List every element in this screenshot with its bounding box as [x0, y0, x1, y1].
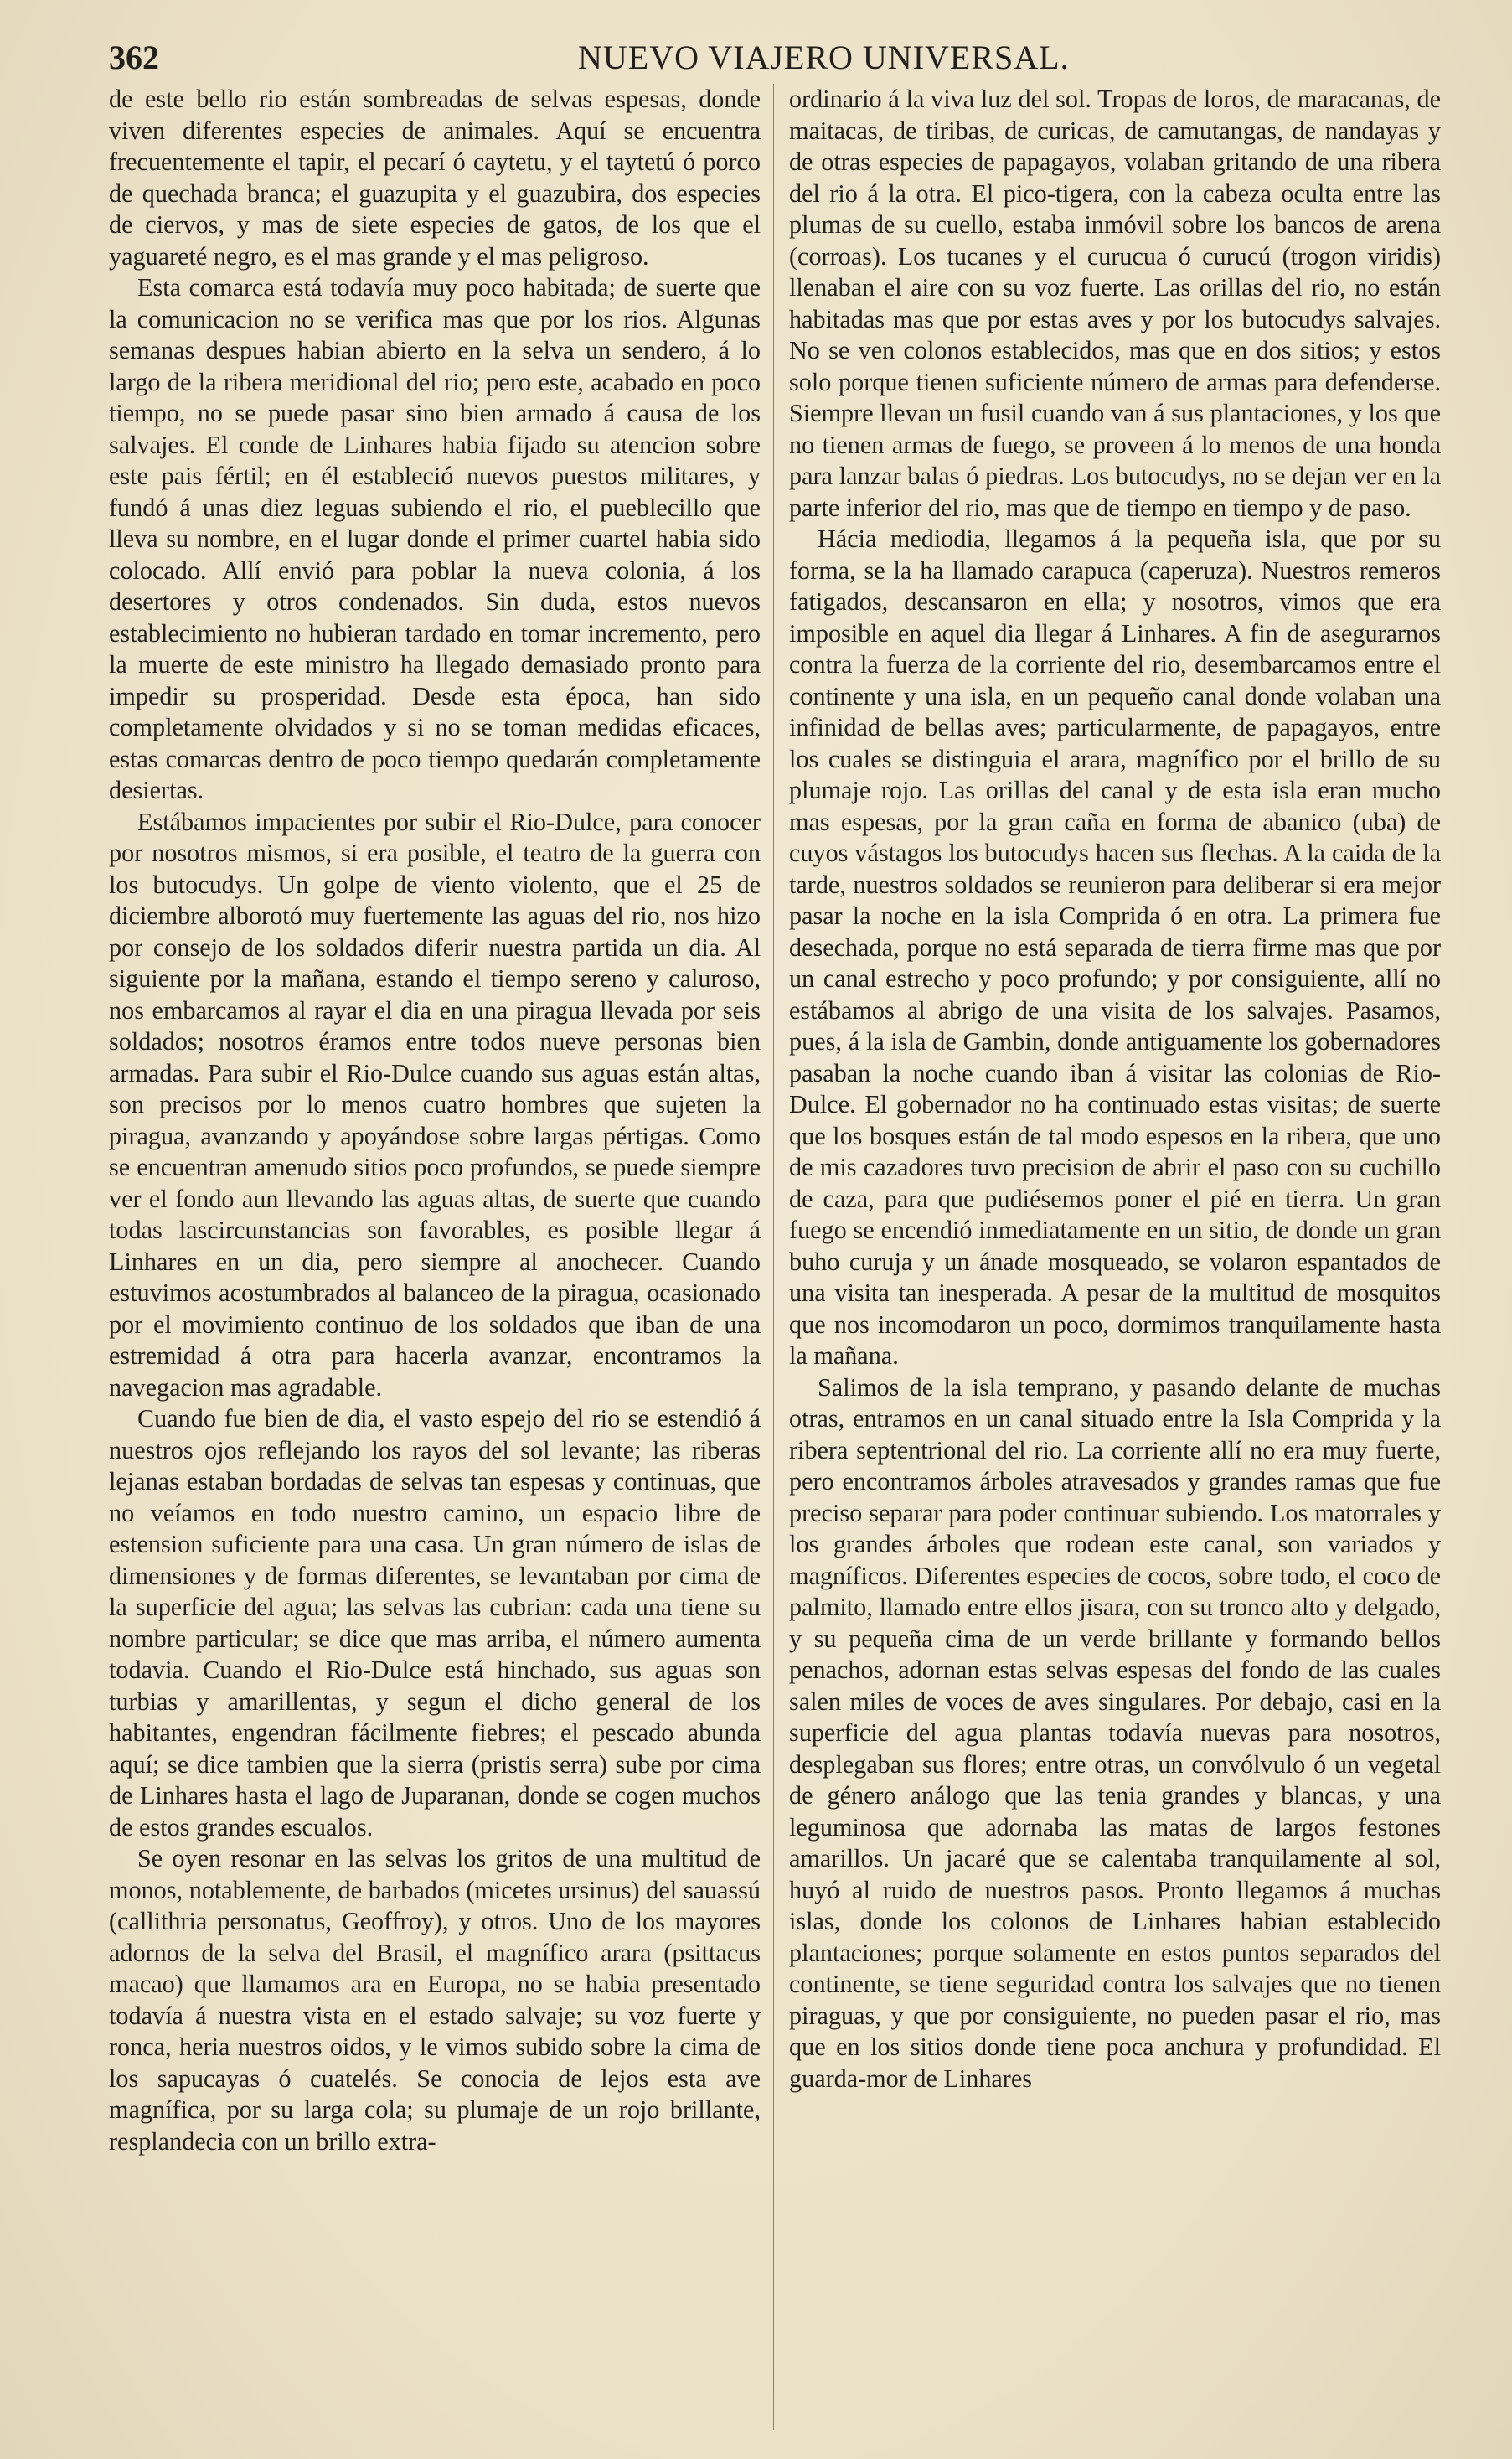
page-header: [109, 37, 1432, 79]
paragraph: Estábamos impacientes por subir el Rio-Dulce, para conocer por nosotros mismos, si era posible, el teatro de la guerra con los butocudys. Un golpe de viento violento, que el 25 de diciembre alborotó muy fuertemente las aguas del rio, nos hizo por consejo de los soldados diferir nuestra partida un dia. Al siguiente por la mañana, estando el tiempo sereno y caluroso, nos embarcamos al rayar el dia en una piragua llevada por seis soldados; nosotros éramos entre todos nueve personas bien armadas. Para subir el Rio-Dulce cuando sus aguas están altas, son precisos por lo menos cuatro hombres que sujeten la piragua, avanzando y apoyándose sobre largas pértigas. Como se encuentran amenudo sitios poco profundos, se puede siempre ver el fondo aun llevando las aguas altas, de suerte que cuando todas lascircunstancias son favorables, es posible llegar á Linhares en un dia, pero siempre al anochecer. Cuando estuvimos acostumbrados al balanceo de la piragua, ocasionado por el movimiento continuo de los soldados que iban de una estremidad á otra para hacerla avanzar, encontramos la navegacion mas agradable.: [109, 807, 761, 1402]
left-column: [109, 84, 761, 2442]
paragraph: Esta comarca está todavía muy poco habitada; de suerte que la comunicacion no se verifica mas que por los rios. Algunas semanas despues habian abierto en la selva un sendero, á lo largo de la ribera meridional del rio; pero este, acabado en poco tiempo, no se puede pasar sino bien armado á causa de los salvajes. El conde de Linhares habia fijado su atencion sobre este pais fértil; en él estableció nuevos puestos militares, y fundó á unas diez leguas subiendo el rio, el pueblecillo que lleva su nombre, en el lugar donde el primer cuartel habia sido colocado. Allí envió para poblar la nueva colonia, á los desertores y otros condenados. Sin duda, estos nuevos establecimiento no hubieran tardado en tomar incremento, pero la muerte de este ministro ha llegado demasiado pronto para impedir su prosperidad. Desde esta época, han sido completamente olvidados y si no se toman medidas eficaces, estas comarcas dentro de poco tiempo quedarán completamente desiertas.: [109, 273, 761, 804]
paragraph: Se oyen resonar en las selvas los gritos de una multitud de monos, notablemente, de barbados (micetes ursinus) del sauassú (callithria personatus, Geoffroy), y otros. Uno de los mayores adornos de la selva del Brasil, el magnífico arara (psittacus macao) que llamamos ara en Europa, no se habia presentado todavía á nuestra vista en el estado salvaje; su voz fuerte y ronca, heria nuestros oidos, y le vimos subido sobre la cima de los sapucayas ó cuatelés. Se conocia de lejos esta ave magnífica, por su larga cola; su plumaje de un rojo brillante, resplandecia con un brillo extra-: [109, 1844, 761, 2156]
paragraph: de este bello rio están sombreadas de selvas espesas, donde viven diferentes especies de animales. Aquí se encuentra frecuentemente el tapir, el pecarí ó caytetu, y el taytetú ó porco de quechada branca; el guazupita y el guazubira, dos especies de ciervos, y mas de siete especies de gatos, de los que el yaguareté negro, es el mas grande y el mas peligroso.: [109, 85, 761, 271]
paragraph: Salimos de la isla temprano, y pasando delante de muchas otras, entramos en un canal situado entre la Isla Comprida y la ribera septentrional del rio. La corriente allí no era muy fuerte, pero encontramos árboles atravesados y grandes ramas que fue preciso separar para poder continuar subiendo. Los matorrales y los grandes árboles que rodean este canal, son variados y magníficos. Diferentes especies de cocos, sobre todo, el coco de palmito, llamado entre ellos jisara, con su tronco alto y delgado, y su pequeña cima de un verde brillante y formando bellos penachos, adornan estas selvas espesas del fondo de las cuales salen miles de voces de aves singulares. Por debajo, casi en la superficie del agua plantas todavía nuevas para nosotros, desplegaban sus flores; entre otras, un convólvulo ó un vegetal de género análogo que las tenia grandes y blancas, y una leguminosa que adornaba las matas de largos festones amarillos. Un jacaré que se calentaba tranquilamente al sol, huyó al ruido de nuestros pasos. Pronto llegamos á muchas islas, donde los colonos de Linhares habian establecido plantaciones; porque solamente en estos puntos separados del continente, se tiene seguridad contra los salvajes que no tienen piraguas, y que por consiguiente, no pueden pasar el rio, mas que en los sitios donde tiene poca anchura y profundidad. El guarda-mor de Linhares: [789, 1372, 1441, 2093]
right-column: [789, 84, 1441, 2442]
running-title: NUEVO VIAJERO UNIVERSAL.: [578, 39, 1070, 76]
page-number: 362: [109, 39, 159, 76]
paragraph: Hácia mediodia, llegamos á la pequeña isla, que por su forma, se la ha llamado carapuca (caperuza). Nuestros remeros fatigados, descansaron en ella; y nosotros, vimos que era imposible en aquel dia llegar á Linhares. A fin de asegurarnos contra la fuerza de la corriente del rio, desembarcamos entre el continente y una isla, en un pequeño canal donde volaban una infinidad de bellas aves; particularmente, de papagayos, entre los cuales se distinguia el arara, magnífico por el brillo de su plumaje rojo. Las orillas del canal y de esta isla eran mucho mas espesas, por la gran caña en forma de abanico (uba) de cuyos vástagos los butocudys hacen sus flechas. A la caida de la tarde, nuestros soldados se reunieron para deliberar si era mejor pasar la noche en la isla Comprida ó en otra. La primera fue desechada, porque no está separada de tierra firme mas que por un canal estrecho y poco profundo; y por consiguiente, allí no estábamos al abrigo de una visita de los salvajes. Pasamos, pues, á la isla de Gambin, donde antiguamente los gobernadores pasaban la noche cuando iban á visitar las colonias de Rio-Dulce. El gobernador no ha continuado estas visitas; de suerte que los bosques están de tal modo espesos en la ribera, que uno de mis cazadores tuvo precision de abrir el paso con su cuchillo de caza, para que pudiésemos poner el pié en tierra. Un gran fuego se encendió inmediatamente en un sitio, de donde un gran buho curuja y un ánade mosqueado, se volaron espantados de una visita tan inesperada. A pesar de la multitud de mosquitos que nos incomodaron un poco, dormimos tranquilamente hasta la mañana.: [789, 524, 1441, 1370]
paragraph: ordinario á la viva luz del sol. Tropas de loros, de maracanas, de maitacas, de tiribas, de curicas, de camutangas, de nandayas y de otras especies de papagayos, volaban gritando de una ribera del rio á la otra. El pico-tigera, con la cabeza oculta entre las plumas de su cuello, estaba inmóvil sobre los bancos de arena (corroas). Los tucanes y el curucua ó curucú (trogon viridis) llenaban el aire con su voz fuerte. Las orillas del rio, no están habitadas mas que por estas aves y por los butocudys salvajes. No se ven colonos establecidos, mas que en dos sitios; y estos solo porque tienen suficiente número de armas para defenderse. Siempre llevan un fusil cuando van á sus plantaciones, y los que no tienen armas de fuego, se proveen á lo menos de una honda para lanzar balas ó piedras. Los butocudys, no se dejan ver en la parte inferior del rio, mas que de tiempo en tiempo y de paso.: [789, 85, 1441, 522]
column-divider: [773, 84, 774, 2430]
paragraph: Cuando fue bien de dia, el vasto espejo del rio se estendió á nuestros ojos reflejando los rayos del sol levante; las riberas lejanas estaban bordadas de selvas tan espesas y continuas, que no veíamos en todo nuestro camino, un espacio libre de estension suficiente para una casa. Un gran número de islas de dimensiones y de formas diferentes, se levantaban por cima de la superficie del agua; las selvas las cubrian: cada una tiene su nombre particular; se dice que mas arriba, el número aumenta todavia. Cuando el Rio-Dulce está hinchado, sus aguas son turbias y amarillentas, y segun el dicho general de los habitantes, engendran fácilmente fiebres; el pescado abunda aquí; se dice tambien que la sierra (pristis serra) sube por cima de Linhares hasta el lago de Juparanan, donde se cogen muchos de estos grandes escualos.: [109, 1404, 761, 1842]
